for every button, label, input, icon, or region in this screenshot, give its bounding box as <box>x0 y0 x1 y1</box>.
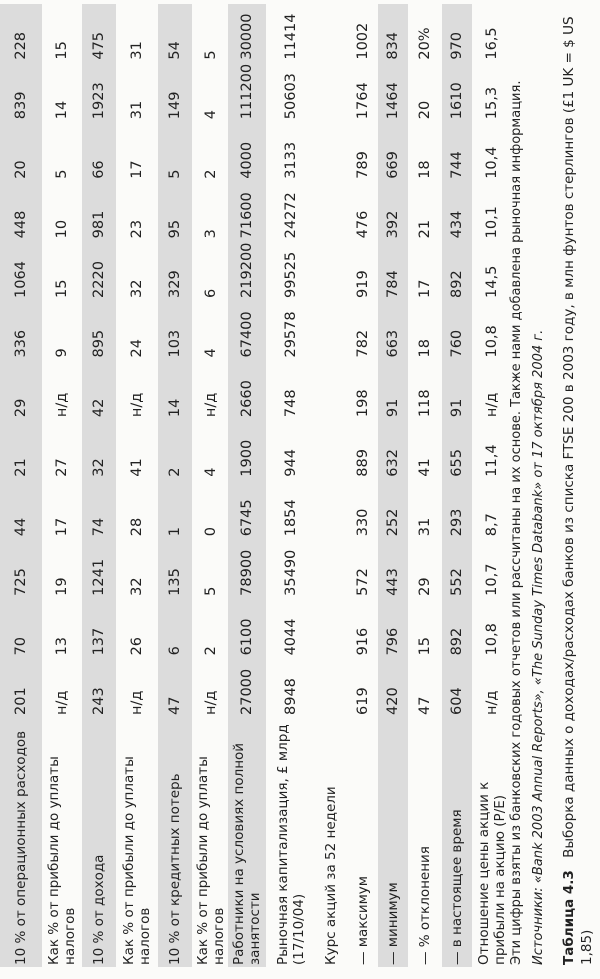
row-label: Отношение цены акции к прибыли на акцию (P/E) <box>476 781 508 965</box>
table-cell: 336 <box>13 329 29 358</box>
table-cell: 10,1 <box>484 206 500 239</box>
table-cell: 28 <box>129 517 145 537</box>
row-label: — максимум <box>355 876 371 965</box>
table-cell: 219200 <box>239 242 255 298</box>
table-cell: 44 <box>13 517 29 537</box>
table-cell: 8,7 <box>484 513 500 537</box>
table-cell: 198 <box>355 389 371 418</box>
table-cell: 66 <box>91 160 107 179</box>
table-cell: 1854 <box>283 499 299 537</box>
table-cell: 30000 <box>239 13 255 60</box>
table-cell: 2 <box>167 467 183 477</box>
table-cell: 50603 <box>283 73 299 120</box>
table-row <box>348 4 378 967</box>
table-cell: 2 <box>203 646 219 656</box>
table-row <box>118 4 156 967</box>
table-cell: 31 <box>417 517 433 537</box>
table-row <box>410 4 440 967</box>
table-row <box>442 4 472 967</box>
table-cell: 20% <box>417 27 433 60</box>
table-cell: 27 <box>54 458 70 477</box>
table-cell: 201 <box>13 687 29 715</box>
table-cell: 20 <box>13 160 29 179</box>
table-cell: н/д <box>203 690 219 715</box>
table-cell: 11,4 <box>484 444 500 477</box>
table-cell: 29 <box>417 577 433 596</box>
table-cell: 91 <box>449 398 465 418</box>
table-cell: 789 <box>355 151 371 179</box>
table-cell: 760 <box>449 329 465 358</box>
table-cell: 13 <box>54 636 70 656</box>
table-cell: 15 <box>54 279 70 298</box>
table-cell: 4044 <box>283 618 299 656</box>
table-cell: 10,4 <box>484 146 500 179</box>
table-cell: 329 <box>167 270 183 298</box>
table-cell: 21 <box>417 219 433 239</box>
table-cell: 14 <box>54 100 70 120</box>
table-cell: 784 <box>385 270 401 298</box>
table-cell: 475 <box>91 31 107 60</box>
table-cell: 31 <box>129 100 145 120</box>
table-cell: 916 <box>355 627 371 656</box>
table-cell: н/д <box>484 392 500 418</box>
table-cell: 604 <box>449 687 465 715</box>
table-cell: 1764 <box>355 82 371 120</box>
table-cell: 29 <box>13 398 29 418</box>
table-cell: 42 <box>91 398 107 418</box>
table-cell: 99525 <box>283 251 299 298</box>
table-cell: 572 <box>355 568 371 596</box>
table-cell: 663 <box>385 329 401 358</box>
table-cell: 782 <box>355 329 371 358</box>
table-cell: 632 <box>385 449 401 477</box>
table-cell: 919 <box>355 270 371 298</box>
table-cell: 5 <box>167 169 183 179</box>
table-cell: 32 <box>129 279 145 298</box>
table-cell: 4 <box>203 109 219 120</box>
table-cell: 24 <box>129 339 145 358</box>
table-cell: 15 <box>417 636 433 656</box>
table-cell: 78900 <box>239 549 255 596</box>
table-cell: 6 <box>167 646 183 656</box>
table-cell: 8948 <box>283 678 299 715</box>
table-cell: 4 <box>203 467 219 477</box>
table-row <box>194 4 228 967</box>
row-label: — минимум <box>385 882 401 965</box>
table-cell: 47 <box>167 696 183 715</box>
table-cell: 10 <box>54 219 70 239</box>
table-cell: 24272 <box>283 192 299 239</box>
table-row <box>228 4 266 967</box>
table-cell: 889 <box>355 449 371 477</box>
table-cell: 6745 <box>239 499 255 537</box>
table-cell: 67400 <box>239 311 255 358</box>
table-cell: 330 <box>355 508 371 537</box>
table-cell: 95 <box>167 219 183 239</box>
table-cell: 149 <box>167 91 183 120</box>
row-label: Рыночная капитализация, £ млрд (17/10/04) <box>275 724 307 965</box>
table-cell: 10,8 <box>484 325 500 358</box>
table-cell: 1610 <box>449 82 465 120</box>
table-cell: 54 <box>167 41 183 60</box>
bank-data-table <box>0 4 508 967</box>
row-label: Курс акций за 52 недели <box>323 786 339 965</box>
table-row <box>378 4 408 967</box>
table-cell: 35490 <box>283 549 299 596</box>
table-cell: 18 <box>417 339 433 358</box>
table-cell: 19 <box>54 577 70 596</box>
table-cell: 434 <box>449 210 465 239</box>
table-cell: н/д <box>129 690 145 715</box>
table-cell: 669 <box>385 151 401 179</box>
table-cell: 103 <box>167 329 183 358</box>
table-cell: 1241 <box>91 558 107 596</box>
row-label: 10 % от кредитных потерь <box>167 773 183 965</box>
table-cell: 10,8 <box>484 623 500 656</box>
table-cell: 15 <box>54 41 70 60</box>
table-cell: 1923 <box>91 82 107 120</box>
table-cell: 2220 <box>91 261 107 298</box>
table-cell: 5 <box>203 586 219 596</box>
table-cell: 17 <box>54 517 70 537</box>
table-cell: 1 <box>167 527 183 537</box>
table-cell: 1464 <box>385 82 401 120</box>
table-cell: 16,5 <box>484 27 500 60</box>
table-cell: 2660 <box>239 380 255 418</box>
table-cell: 619 <box>355 687 371 715</box>
table-cell: 243 <box>91 687 107 715</box>
table-cell: 4000 <box>239 141 255 179</box>
table-cell: 1900 <box>239 439 255 477</box>
table-cell: 1064 <box>13 261 29 298</box>
row-label: Как % от прибыли до уплаты налогов <box>46 756 78 965</box>
table-cell: 20 <box>417 100 433 120</box>
table-cell: 10,7 <box>484 563 500 596</box>
table-cell: 31 <box>129 41 145 60</box>
row-label: Как % от прибыли до уплаты налогов <box>195 756 227 965</box>
table-cell: 892 <box>449 270 465 298</box>
note-line: Эти цифры взяты из банковских годовых отчетов или рассчитаны на их основе. Также нами добавлена рыночная информация. <box>509 80 524 965</box>
table-cell: н/д <box>203 392 219 418</box>
table-row <box>316 4 346 967</box>
caption-text: Выборка данных о доходах/расходах банков из списка FTSE 200 в 2003 году, в млн фунтов стерлингов (£1 UK = $ US 1,85) <box>561 16 595 965</box>
caption-number: Таблица 4.3 <box>561 870 577 965</box>
table-row <box>82 4 116 967</box>
table-cell: 895 <box>91 329 107 358</box>
table-cell: н/д <box>54 690 70 715</box>
table-cell: 41 <box>129 458 145 477</box>
table-cell: 135 <box>167 568 183 596</box>
table-cell: 725 <box>13 568 29 596</box>
table-row <box>268 4 314 967</box>
table-cell: 17 <box>129 160 145 179</box>
table-cell: н/д <box>54 392 70 418</box>
table-row <box>44 4 80 967</box>
table-cell: 74 <box>91 517 107 537</box>
table-cell: 834 <box>385 31 401 60</box>
table-cell: н/д <box>129 392 145 418</box>
table-cell: 41 <box>417 458 433 477</box>
row-label: 10 % от операционных расходов <box>13 730 29 965</box>
table-cell: 970 <box>449 31 465 60</box>
table-cell: 14 <box>167 398 183 418</box>
table-cell: 14,5 <box>484 265 500 298</box>
table-cell: 4 <box>203 348 219 358</box>
row-label: — в настоящее время <box>449 809 465 965</box>
table-cell: 111200 <box>239 63 255 120</box>
table-cell: 11414 <box>283 13 299 60</box>
table-cell: 137 <box>91 627 107 656</box>
table-cell: 18 <box>417 160 433 179</box>
row-label: Работники на условиях полной занятости <box>231 742 263 965</box>
table-notes <box>506 15 550 965</box>
row-label: 10 % от дохода <box>91 854 107 965</box>
table-cell: 15,3 <box>484 86 500 120</box>
table-cell: 0 <box>203 527 219 537</box>
table-cell: 6100 <box>239 618 255 656</box>
table-cell: 71600 <box>239 192 255 239</box>
table-cell: 892 <box>449 627 465 656</box>
table-cell: 1002 <box>355 22 371 60</box>
table-caption <box>560 10 596 965</box>
sources-line: Источники: «Bank 2003 Annual Reports», «The Sunday Times Databank» от 17 октября 2004 г. <box>531 329 546 965</box>
table-cell: 17 <box>417 279 433 298</box>
table-cell: 27000 <box>239 668 255 715</box>
table-cell: 293 <box>449 508 465 537</box>
table-cell: 228 <box>13 31 29 60</box>
table-cell: 252 <box>385 508 401 537</box>
table-cell: 3133 <box>283 141 299 179</box>
table-cell: 655 <box>449 449 465 477</box>
table-cell: 21 <box>13 458 29 477</box>
table-cell: 29578 <box>283 311 299 358</box>
table-cell: 392 <box>385 210 401 239</box>
table-cell: 443 <box>385 568 401 596</box>
table-row <box>0 4 42 967</box>
table-cell: 23 <box>129 219 145 239</box>
row-label: Как % от прибыли до уплаты налогов <box>121 756 153 965</box>
table-cell: н/д <box>484 690 500 715</box>
table-cell: 744 <box>449 151 465 179</box>
table-cell: 26 <box>129 636 145 656</box>
table-cell: 5 <box>203 50 219 60</box>
table-cell: 5 <box>54 169 70 179</box>
table-cell: 118 <box>417 389 433 418</box>
table-cell: 32 <box>91 458 107 477</box>
row-label: — % отклонения <box>417 846 433 965</box>
table-cell: 32 <box>129 577 145 596</box>
table-cell: 420 <box>385 687 401 715</box>
table-cell: 6 <box>203 288 219 298</box>
table-cell: 476 <box>355 210 371 239</box>
table-cell: 796 <box>385 627 401 656</box>
table-cell: 552 <box>449 568 465 596</box>
table-cell: 91 <box>385 398 401 418</box>
table-cell: 2 <box>203 169 219 179</box>
table-cell: 47 <box>417 696 433 715</box>
table-cell: 944 <box>283 449 299 477</box>
table-row <box>158 4 192 967</box>
table-cell: 748 <box>283 389 299 418</box>
table-cell: 9 <box>54 348 70 358</box>
table-cell: 839 <box>13 91 29 120</box>
table-cell: 3 <box>203 229 219 239</box>
table-cell: 981 <box>91 210 107 239</box>
table-cell: 448 <box>13 210 29 239</box>
table-cell: 70 <box>13 636 29 656</box>
